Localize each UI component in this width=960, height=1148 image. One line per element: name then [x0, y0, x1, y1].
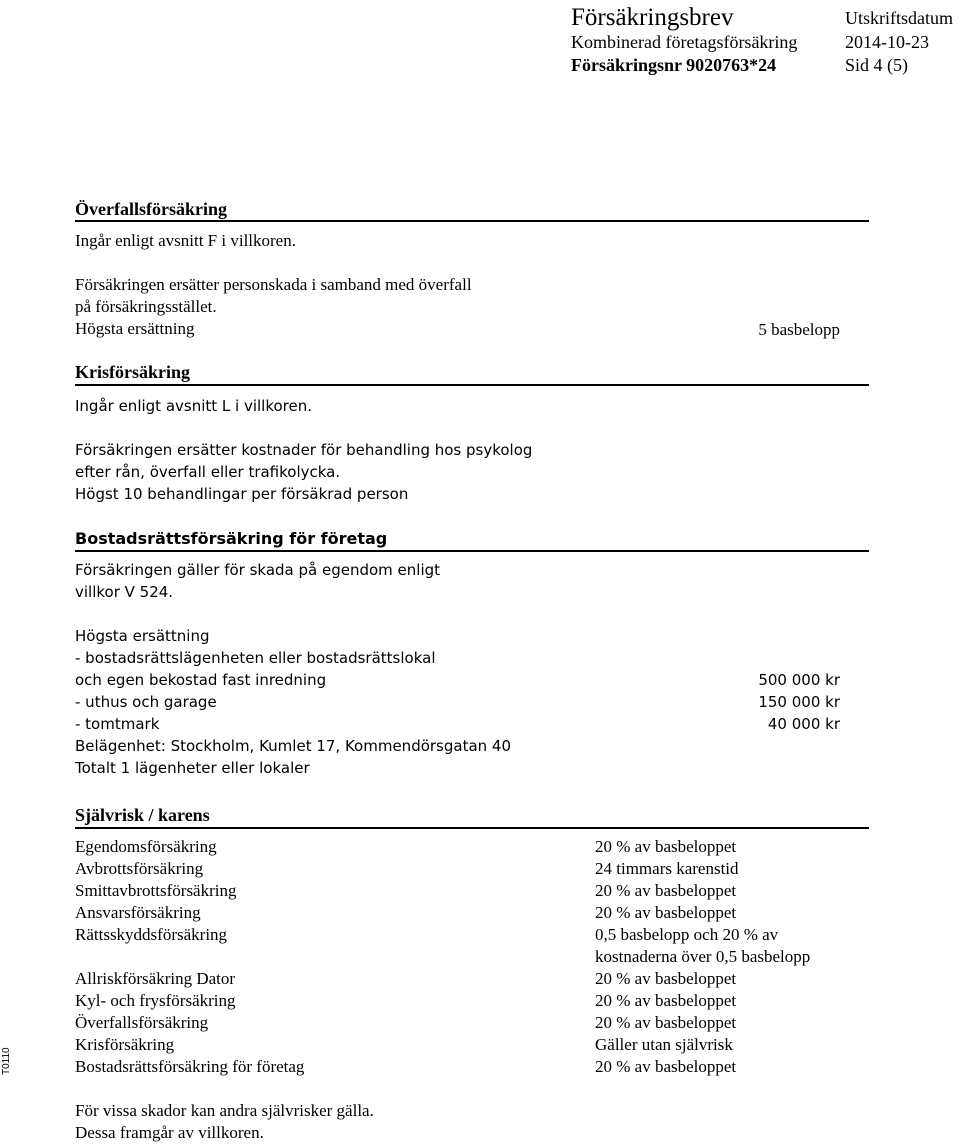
sjalvrisk-row-value: Gäller utan självrisk	[595, 1035, 733, 1054]
bostadsratt-line: Försäkringen gäller för skada på egendom enligt	[75, 561, 441, 579]
section-divider	[75, 384, 869, 386]
sjalvrisk-row-value: 20 % av basbeloppet	[595, 991, 737, 1010]
sjalvrisk-footer: Dessa framgår av villkoren.	[75, 1123, 264, 1142]
sjalvrisk-row-name: Egendomsförsäkring	[75, 837, 217, 856]
bostadsratt-line: villkor V 524.	[75, 583, 174, 601]
sjalvrisk-row-value-continued: kostnaderna över 0,5 basbelopp	[595, 947, 811, 966]
sjalvrisk-row-value: 20 % av basbeloppet	[595, 969, 737, 988]
section-heading-bostadsratt: Bostadsrättsförsäkring för företag	[75, 529, 388, 548]
sjalvrisk-row-value: 20 % av basbeloppet	[595, 903, 737, 922]
overfall-line: Försäkringen ersätter personskada i samband med överfall	[75, 275, 472, 294]
sjalvrisk-row-name: Ansvarsförsäkring	[75, 903, 201, 922]
overfall-max-value: 5 basbelopp	[758, 320, 840, 339]
sjalvrisk-row-name: Bostadsrättsförsäkring för företag	[75, 1057, 305, 1076]
sjalvrisk-row-value: 0,5 basbelopp och 20 % av	[595, 925, 779, 944]
sjalvrisk-footer: För vissa skador kan andra självrisker gälla.	[75, 1101, 374, 1120]
sjalvrisk-row-name: Avbrottsförsäkring	[75, 859, 204, 878]
sjalvrisk-row-name: Allriskförsäkring Dator	[75, 969, 236, 988]
section-divider	[75, 220, 869, 222]
section-heading-sjalvrisk: Självrisk / karens	[75, 805, 210, 825]
bostadsratt-max-label: Högsta ersättning	[75, 627, 210, 645]
bostadsratt-item-value: 150 000 kr	[758, 693, 840, 711]
side-form-code: T0110	[1, 1047, 12, 1075]
kris-line: efter rån, överfall eller trafikolycka.	[75, 463, 341, 481]
overfall-max-label: Högsta ersättning	[75, 319, 195, 338]
bostadsratt-item: - bostadsrättslägenheten eller bostadsrättslokal	[75, 649, 436, 667]
bostadsratt-item-value: 40 000 kr	[767, 715, 840, 733]
sjalvrisk-row-value: 24 timmars karenstid	[595, 859, 739, 878]
print-date: 2014-10-23	[845, 32, 929, 52]
policy-number: Försäkringsnr 9020763*24	[571, 55, 777, 75]
bostadsratt-total: Totalt 1 lägenheter eller lokaler	[75, 759, 310, 777]
sjalvrisk-row-value: 20 % av basbeloppet	[595, 881, 737, 900]
sjalvrisk-row-name: Överfallsförsäkring	[75, 1013, 209, 1032]
kris-line: Ingår enligt avsnitt L i villkoren.	[75, 397, 313, 415]
section-divider	[75, 550, 869, 552]
overfall-line: på försäkringsstället.	[75, 297, 217, 316]
bostadsratt-location: Belägenhet: Stockholm, Kumlet 17, Kommendörsgatan 40	[75, 737, 512, 755]
product-name: Kombinerad företagsförsäkring	[571, 32, 798, 52]
print-date-label: Utskriftsdatum	[845, 8, 953, 28]
kris-line: Högst 10 behandlingar per försäkrad person	[75, 485, 409, 503]
sjalvrisk-row-name: Rättsskyddsförsäkring	[75, 925, 228, 944]
sjalvrisk-row-value: 20 % av basbeloppet	[595, 1057, 737, 1076]
bostadsratt-item: och egen bekostad fast inredning	[75, 671, 327, 689]
sjalvrisk-row-name: Smittavbrottsförsäkring	[75, 881, 237, 900]
document-title: Försäkringsbrev	[571, 4, 734, 31]
section-heading-kris: Krisförsäkring	[75, 362, 190, 382]
sjalvrisk-row-value: 20 % av basbeloppet	[595, 1013, 737, 1032]
overfall-line: Ingår enligt avsnitt F i villkoren.	[75, 231, 296, 250]
sjalvrisk-row-name: Krisförsäkring	[75, 1035, 175, 1054]
bostadsratt-item: - tomtmark	[75, 715, 160, 733]
sjalvrisk-row-name: Kyl- och frysförsäkring	[75, 991, 236, 1010]
kris-line: Försäkringen ersätter kostnader för behandling hos psykolog	[75, 441, 533, 459]
page-number: Sid 4 (5)	[845, 55, 908, 75]
sjalvrisk-row-value: 20 % av basbeloppet	[595, 837, 737, 856]
section-heading-overfall: Överfallsförsäkring	[75, 199, 227, 219]
bostadsratt-item: - uthus och garage	[75, 693, 217, 711]
section-divider	[75, 827, 869, 829]
bostadsratt-item-value: 500 000 kr	[758, 671, 840, 689]
